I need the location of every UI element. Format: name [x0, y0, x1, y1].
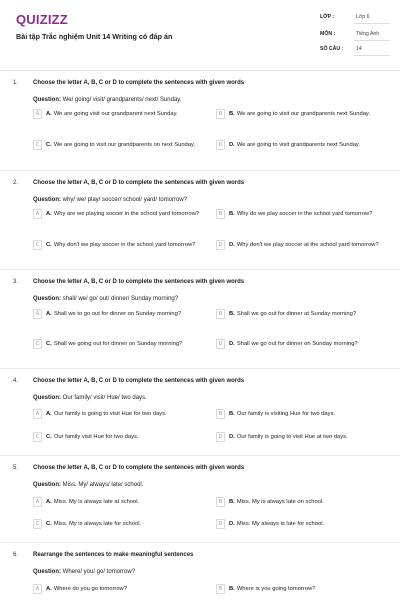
option-label: C. — [46, 141, 52, 148]
option-text — [46, 499, 139, 506]
option-answer: Why don't we play soccer at the school yard tomorrow? — [236, 241, 379, 248]
meta-divider — [354, 55, 390, 56]
answer-option-d[interactable] — [216, 140, 386, 150]
option-letter-box[interactable]: D — [216, 339, 225, 349]
option-text — [46, 111, 178, 118]
meta-grade-label: LỚP : — [320, 14, 335, 20]
option-answer: Why don't we play soccer in the school yard tomorrow? — [53, 241, 196, 248]
option-letter-box[interactable]: B — [216, 109, 225, 119]
answer-option-a[interactable] — [33, 209, 203, 219]
option-letter-box[interactable]: D — [216, 432, 225, 442]
answer-option-b[interactable] — [216, 497, 386, 507]
question-label: Question: — [33, 482, 61, 488]
option-letter-box[interactable]: B — [216, 309, 225, 319]
option-text — [229, 211, 372, 218]
answer-option-d[interactable] — [216, 432, 386, 442]
option-label: C. — [46, 433, 52, 440]
option-label: C. — [46, 241, 52, 248]
option-text — [229, 142, 360, 149]
option-text — [46, 341, 182, 348]
question-label: Question: — [33, 197, 61, 203]
option-text — [46, 211, 199, 218]
question-label: Question: — [33, 395, 61, 401]
question-text — [33, 197, 187, 203]
question-prompt: shall/ we/ go/ out/ dinner/ Sunday morning? — [62, 296, 179, 302]
option-label: A. — [46, 110, 52, 117]
option-answer: Why are we playing soccer in the school yard tomorrow? — [53, 210, 200, 217]
option-text — [229, 434, 348, 441]
question-prompt: why/ we/ play/ soccer/ school/ yard/ tomorrow? — [62, 197, 188, 203]
question-divider — [0, 455, 400, 456]
question-number: 2. — [13, 180, 19, 186]
question-text — [33, 395, 147, 401]
option-label: D. — [229, 141, 235, 148]
meta-divider — [354, 40, 390, 41]
option-label: D. — [229, 433, 235, 440]
option-label: B. — [229, 498, 235, 505]
option-letter-box[interactable]: B — [216, 497, 225, 507]
option-answer: Our family is going to visit Hue at two days. — [236, 433, 348, 440]
answer-option-d[interactable] — [216, 240, 386, 250]
question-text — [33, 569, 135, 575]
question-number: 5. — [13, 465, 19, 471]
option-label: B. — [229, 210, 235, 217]
option-answer: Where is you going tomorrow? — [236, 585, 316, 592]
option-text — [46, 586, 127, 593]
option-text — [46, 411, 167, 418]
option-answer: Where do you go tomorrow? — [53, 585, 127, 592]
question-divider — [0, 269, 400, 270]
option-text — [229, 499, 324, 506]
option-label: A. — [46, 498, 52, 505]
option-answer: Shall we go out for dinner on Sunday morning? — [236, 340, 358, 347]
answer-option-b[interactable] — [216, 409, 386, 419]
option-label: A. — [46, 410, 52, 417]
option-letter-box[interactable]: A — [33, 497, 42, 507]
answer-option-b[interactable] — [216, 209, 386, 219]
option-answer: Miss. My is always late at school. — [53, 498, 140, 505]
meta-count-label: SỐ CÂU : — [320, 46, 344, 52]
question-divider — [0, 542, 400, 543]
option-answer: Miss. My always is late for school. — [236, 520, 325, 527]
question-text — [33, 482, 143, 488]
option-answer: Miss. My is always late for school. — [53, 520, 142, 527]
option-answer: Our family is going to visit Hue for two days. — [53, 410, 167, 417]
answer-option-c[interactable] — [33, 240, 203, 250]
option-label: B. — [229, 310, 235, 317]
option-label: C. — [46, 340, 52, 347]
option-text — [46, 434, 139, 441]
option-text — [229, 341, 358, 348]
question-instruction: Choose the letter A, B, C or D to complete the sentences with given words — [33, 80, 245, 86]
answer-option-b[interactable] — [216, 109, 386, 119]
answer-option-a[interactable] — [33, 109, 203, 119]
answer-option-c[interactable] — [33, 432, 203, 442]
option-answer: We are going to visit our grandparents on next Sunday. — [53, 141, 196, 148]
question-text — [33, 296, 178, 302]
option-text — [46, 142, 195, 149]
option-letter-box[interactable]: C — [33, 240, 42, 250]
question-instruction: Choose the letter A, B, C or D to complete the sentences with given words — [33, 180, 245, 186]
question-divider — [0, 368, 400, 369]
header-divider — [0, 70, 400, 71]
worksheet-header — [0, 0, 400, 64]
option-text — [229, 242, 379, 249]
question-label: Question: — [33, 296, 61, 302]
option-answer: Shall we to go out for dinner on Sunday morning? — [53, 310, 182, 317]
option-text — [229, 586, 315, 593]
option-letter-box[interactable]: C — [33, 432, 42, 442]
answer-option-c[interactable] — [33, 519, 203, 529]
option-text — [229, 411, 335, 418]
option-letter-box[interactable]: C — [33, 140, 42, 150]
question-number: 1. — [13, 80, 19, 86]
question-label: Question: — [33, 569, 61, 575]
option-answer: Shall we go out for dinner at Sunday morning? — [236, 310, 357, 317]
meta-grade-value: Lớp 6 — [356, 14, 370, 20]
option-label: D. — [229, 340, 235, 347]
option-label: B. — [229, 110, 235, 117]
option-letter-box[interactable]: C — [33, 339, 42, 349]
question-instruction: Choose the letter A, B, C or D to complete the sentences with given words — [33, 279, 245, 285]
option-label: A. — [46, 585, 52, 592]
question-prompt: Miss. My/ always/ late/ school. — [62, 482, 144, 488]
question-text — [33, 97, 182, 103]
option-letter-box[interactable]: A — [33, 409, 42, 419]
option-letter-box[interactable]: A — [33, 309, 42, 319]
option-label: B. — [229, 410, 235, 417]
option-letter-box[interactable]: B — [216, 209, 225, 219]
option-answer: Our family is visiting Hue for two days. — [236, 410, 336, 417]
option-letter-box[interactable]: C — [33, 519, 42, 529]
option-text — [229, 111, 370, 118]
option-answer: We are going to visit our grandparents next Sunday. — [236, 110, 371, 117]
option-text — [46, 242, 195, 249]
question-label: Question: — [33, 97, 61, 103]
answer-option-a[interactable] — [33, 409, 203, 419]
option-answer: We are going to visit grandparents next Sunday. — [236, 141, 361, 148]
question-number: 4. — [13, 378, 19, 384]
page-title: Bài tập Trắc nghiệm Unit 14 Writing có đáp án — [16, 32, 173, 41]
answer-option-d[interactable] — [216, 339, 386, 349]
option-answer: Why do we play soccer in the school yard tomorrow? — [236, 210, 373, 217]
answer-option-b[interactable] — [216, 584, 386, 594]
meta-divider — [354, 23, 390, 24]
option-label: A. — [46, 210, 52, 217]
question-instruction: Choose the letter A, B, C or D to complete the sentences with given words — [33, 378, 245, 384]
option-letter-box[interactable]: A — [33, 109, 42, 119]
option-answer: We are going visit our grandparent next Sunday. — [53, 110, 178, 117]
answer-option-d[interactable] — [216, 519, 386, 529]
meta-subject-label: MÔN : — [320, 31, 336, 37]
question-number: 6. — [13, 552, 19, 558]
option-label: D. — [229, 241, 235, 248]
option-answer: Our family visit Hue for two days. — [53, 433, 139, 440]
option-text — [229, 311, 356, 318]
option-answer: Shall we going out for dinner on Sunday morning? — [53, 340, 183, 347]
option-letter-box[interactable]: D — [216, 519, 225, 529]
option-letter-box[interactable]: A — [33, 209, 42, 219]
option-label: D. — [229, 520, 235, 527]
question-divider — [0, 170, 400, 171]
option-letter-box[interactable]: D — [216, 140, 225, 150]
answer-option-a[interactable] — [33, 497, 203, 507]
option-letter-box[interactable]: A — [33, 584, 42, 594]
option-letter-box[interactable]: D — [216, 240, 225, 250]
meta-count-value: 14 — [356, 46, 362, 52]
option-letter-box[interactable]: B — [216, 584, 225, 594]
option-label: A. — [46, 310, 52, 317]
question-number: 3. — [13, 279, 19, 285]
answer-option-c[interactable] — [33, 140, 203, 150]
option-label: C. — [46, 520, 52, 527]
option-letter-box[interactable]: B — [216, 409, 225, 419]
question-instruction: Rearrange the sentences to make meaningful sentences — [33, 552, 194, 558]
option-label: B. — [229, 585, 235, 592]
option-text — [46, 521, 141, 528]
answer-option-c[interactable] — [33, 339, 203, 349]
option-answer: Miss. My is always late on school. — [236, 498, 324, 505]
option-text — [229, 521, 324, 528]
answer-option-b[interactable] — [216, 309, 386, 319]
question-prompt: Where/ you/ go/ tomorrow? — [62, 569, 136, 575]
answer-option-a[interactable] — [33, 584, 203, 594]
question-prompt: Our family/ visit/ Hue/ two days. — [62, 395, 147, 401]
meta-subject-value: Tiếng Anh — [356, 31, 380, 37]
question-instruction: Choose the letter A, B, C or D to complete the sentences with given words — [33, 465, 245, 471]
question-prompt: We/ going/ visit/ grandparents/ next/ Sunday. — [62, 97, 182, 103]
answer-option-a[interactable] — [33, 309, 203, 319]
option-text — [46, 311, 181, 318]
quizizz-logo[interactable]: QUIZIZZ — [16, 12, 68, 27]
